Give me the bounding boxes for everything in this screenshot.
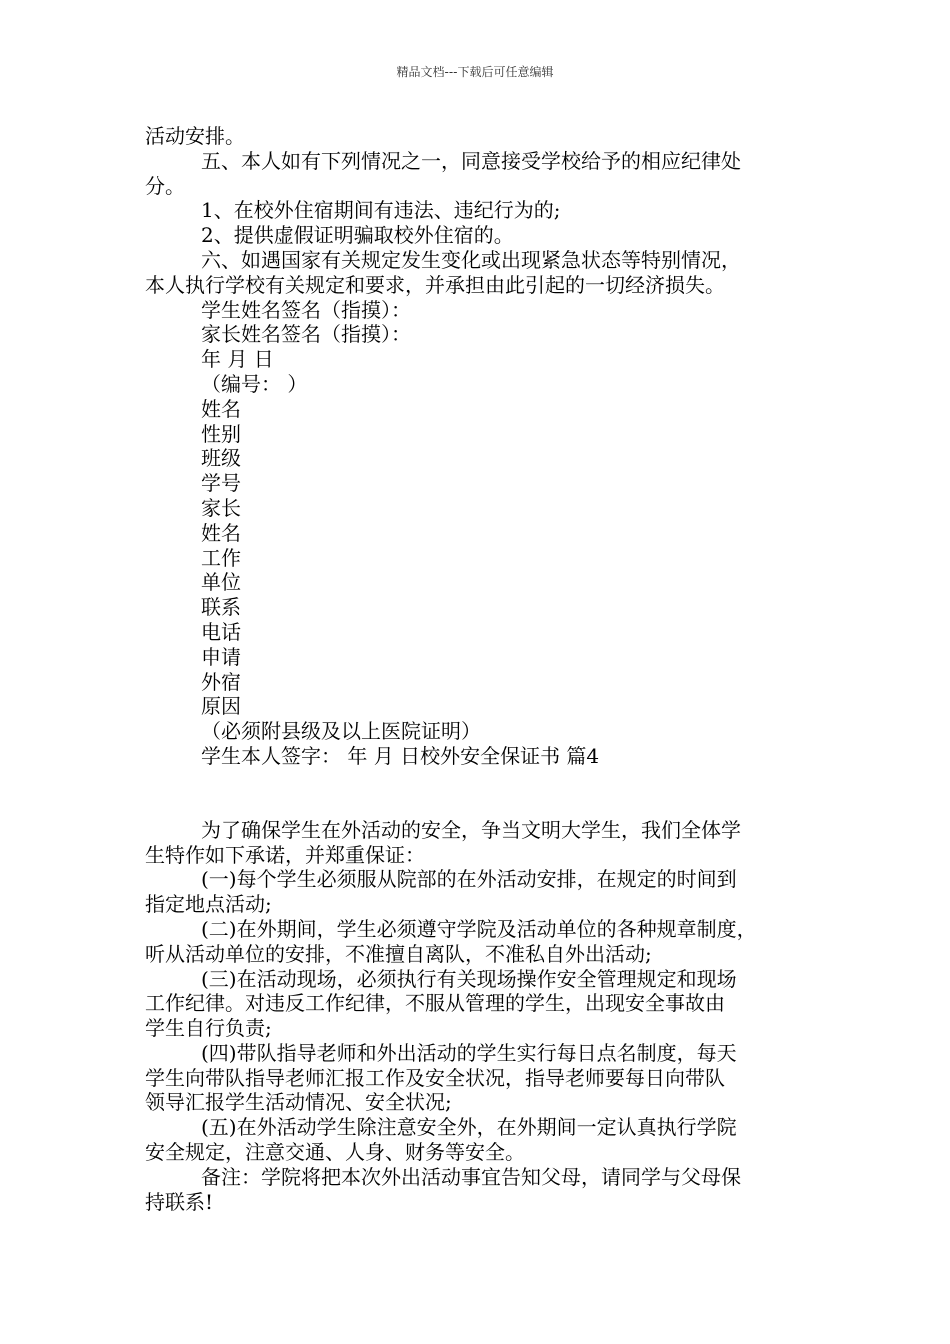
page-header: 精品文档---下载后可任意编辑 (396, 65, 554, 79)
text-line: 生特作如下承诺，并郑重保证： (145, 842, 425, 867)
text-line: 外宿 (201, 669, 241, 694)
text-line: （必须附县级及以上医院证明） (201, 719, 481, 744)
text-line: 申请 (201, 644, 241, 669)
text-line: 电话 (201, 619, 241, 644)
text-line: 联系 (201, 595, 241, 620)
text-line: 工作 (201, 545, 241, 570)
section-gap (145, 769, 825, 818)
text-line: 性别 (201, 421, 241, 446)
text-line: 五、本人如有下列情况之一，同意接受学校给予的相应纪律处 (201, 148, 741, 173)
text-line: 年 月 日 (201, 347, 274, 372)
document-body (145, 124, 825, 1214)
text-line: 1、在校外住宿期间有违法、违纪行为的; (201, 198, 561, 223)
text-line: 安全规定，注意交通、人身、财务等安全。 (145, 1140, 525, 1165)
document-section-b (145, 818, 825, 1215)
text-line: 学生自行负责; (145, 1016, 272, 1041)
text-line: 学生姓名签名（指摸）： (201, 297, 411, 322)
text-line: 班级 (201, 446, 241, 471)
text-line: 家长姓名签名（指摸）： (201, 322, 411, 347)
text-line: 学生本人签字： 年 月 日校外安全保证书 篇4 (201, 743, 600, 768)
text-line: 分。 (145, 173, 185, 198)
text-line: 为了确保学生在外活动的安全，争当文明大学生，我们全体学 (201, 817, 741, 842)
text-line: 单位 (201, 570, 241, 595)
text-line: 姓名 (201, 396, 241, 421)
text-line: 听从活动单位的安排，不准擅自离队，不准私自外出活动; (145, 941, 652, 966)
document-section-a (145, 124, 825, 769)
text-line: 活动安排。 (145, 124, 245, 148)
text-line: 学生向带队指导老师汇报工作及安全状况，指导老师要每日向带队 (145, 1065, 725, 1090)
text-line: 本人执行学校有关规定和要求，并承担由此引起的一切经济损失。 (145, 272, 725, 297)
text-line: 备注：学院将把本次外出活动事宜告知父母，请同学与父母保 (201, 1164, 741, 1189)
text-line: (五)在外活动学生除注意安全外，在外期间一定认真执行学院 (201, 1115, 737, 1140)
text-line: (二)在外期间，学生必须遵守学院及活动单位的各种规章制度， (201, 916, 757, 941)
text-line: （编号： ） (201, 371, 308, 396)
text-line: 领导汇报学生活动情况、安全状况; (145, 1090, 452, 1115)
text-line: (一)每个学生必须服从院部的在外活动安排，在规定的时间到 (201, 867, 737, 892)
text-line: (四)带队指导老师和外出活动的学生实行每日点名制度，每天 (201, 1040, 737, 1065)
text-line: 姓名 (201, 520, 241, 545)
text-line: 家长 (201, 495, 241, 520)
text-line: 原因 (201, 694, 241, 719)
text-line: 工作纪律。对违反工作纪律，不服从管理的学生，出现安全事故由 (145, 991, 725, 1016)
text-line: 学号 (201, 471, 241, 496)
text-line: (三)在活动现场，必须执行有关现场操作安全管理规定和现场 (201, 966, 737, 991)
text-line: 2、提供虚假证明骗取校外住宿的。 (201, 223, 514, 248)
text-line: 指定地点活动; (145, 892, 272, 917)
text-line: 持联系! (145, 1189, 214, 1214)
text-line: 六、如遇国家有关规定发生变化或出现紧急状态等特别情况， (201, 247, 741, 272)
